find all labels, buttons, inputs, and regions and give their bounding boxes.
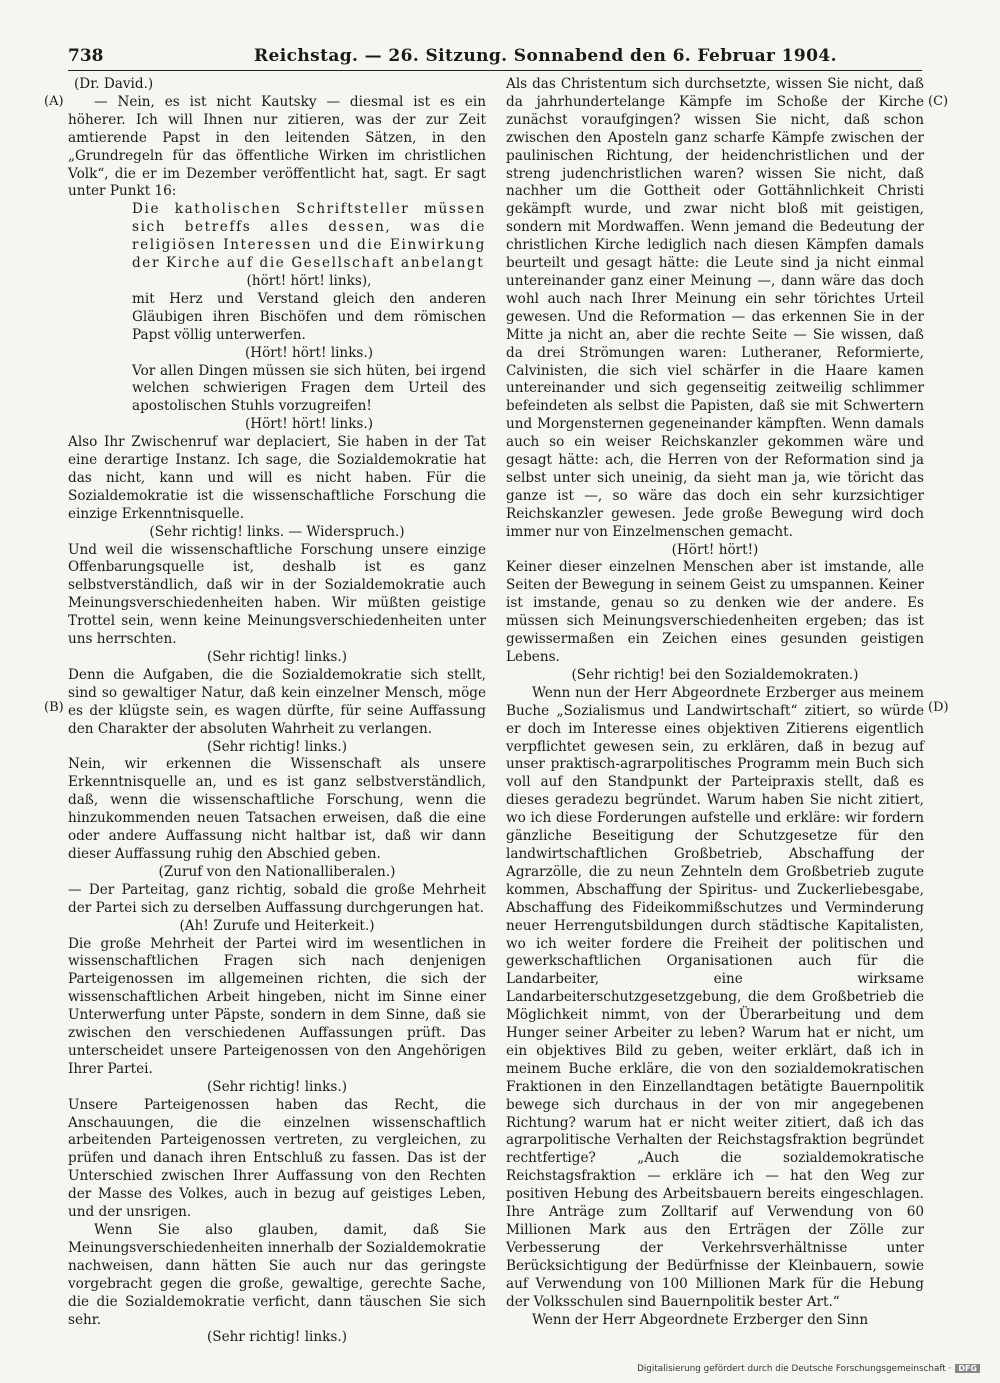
reaction: (Sehr richtig! links.): [206, 649, 348, 665]
reaction: (Sehr richtig! links. — Widerspruch.): [149, 523, 405, 540]
reaction: (Hört! hört! links.): [244, 416, 374, 433]
header-rule: [68, 70, 922, 71]
paragraph: Wenn der Herr Abgeordnete Erzberger den Sinn: [532, 1311, 869, 1328]
page-number: 738: [68, 46, 104, 66]
paragraph: Wenn Sie also glauben, damit, daß Sie Meinungsverschiedenheiten innerhalb der Sozialdemokratie nachweisen, dann hätten Sie auch nur das geringste vorgebracht gegen die große, gewaltige, gerechte Sache, die die Sozialdemokratie verficht, dann täuschen Sie sich sehr.: [68, 1222, 486, 1328]
paragraph: Die große Mehrheit der Partei wird im wesentlichen in wissenschaftlichen Fragen sich nach denjenigen Parteigenossen im allgemeinen richten, die sich der wissenschaftlichen Arbeit hingeben, nicht im Sinne einer Unterwerfung unter Päpste, sondern in dem Sinne, daß sie zwischen den verschiedenen Auffassungen prüft. Das unterscheidet unsere Parteigenossen von den Angehörigen Ihrer Partei.: [68, 935, 486, 1077]
footer-text: Digitalisierung gefördert durch die Deutsche Forschungsgemeinschaft ·: [637, 1364, 952, 1374]
paragraph: Also Ihr Zwischenruf war deplaciert, Sie haben in der Tat eine derartige Instanz. Ich sage, die Sozialdemokratie hat das nicht, kann und will es nicht haben. Für die Sozialdemokratie ist die wissenschaftliche Forschung die einzige Erkenntnisquelle.: [68, 434, 486, 522]
paragraph: Denn die Aufgaben, die die Sozialdemokratie sich stellt, sind so gewaltiger Natur, daß kein einzelner Mensch, möge es der klügste sein, es wagen dürfte, für seine Auffassung den Charakter der absoluten Wahrheit zu verlangen.: [68, 666, 486, 737]
speaker-label: (Dr. David.): [74, 76, 154, 92]
left-column: [68, 76, 486, 1347]
quotation: Die katholischen Schriftsteller müssen sich betreffs alles dessen, was die religiösen Interessen und die Einwirkung der Kirche auf die Gesellschaft anbelangt: [132, 201, 486, 272]
margin-mark-b: (B): [44, 700, 64, 715]
reaction: (Ah! Zurufe und Heiterkeit.): [179, 917, 375, 934]
paragraph: — Der Parteitag, ganz richtig, sobald die große Mehrheit der Partei sich zu derselben Auffassung durchgerungen hat.: [68, 881, 486, 916]
running-head: Reichstag. — 26. Sitzung. Sonnabend den 6. Februar 1904.: [254, 46, 837, 66]
paragraph: Keiner dieser einzelnen Menschen aber ist imstande, alle Seiten der Bewegung in seinem Geist zu umspannen. Keiner ist imstande, genau so zu denken wie der andere. Es müssen sich Meinungsverschiedenheiten ergeben; das ist gewissermaßen ein Zeichen eines gesunden geistigen Lebens.: [506, 559, 924, 665]
paragraph: Unsere Parteigenossen haben das Recht, die Anschauungen, die die einzelnen wissenschaftlich arbeitenden Parteigenossen vertreten, zu vergleichen, zu prüfen und danach ihren Entschluß zu fassen. Das ist der Unterschied zwischen Ihrer Auffassung von den Rechten der Masse des Volkes, auch in bezug auf geistiges Leben, und der unsrigen.: [68, 1096, 486, 1221]
margin-mark-d: (D): [928, 700, 949, 715]
dfg-logo: DFG: [955, 1364, 980, 1373]
paragraph: Nein, wir erkennen die Wissenschaft als unsere Erkenntnisquelle an, und es ist ganz selbstverständlich, daß, wenn die wissenschaftliche Forschung, wenn die hinzukommenden neuen Tatsachen erweisen, daß die eine oder andere Auffassung nicht haltbar ist, daß wir dann dieser Auffassung ruhig den Abschied geben.: [68, 756, 486, 862]
right-column: [506, 76, 924, 1329]
reaction: (hört! hört! links),: [246, 272, 372, 289]
reaction: (Zuruf von den Nationalliberalen.): [158, 863, 396, 880]
quotation: mit Herz und Verstand gleich den anderen Gläubigen ihren Bischöfen und dem römischen Papst völlig unterwerfen.: [132, 290, 486, 343]
reaction: (Hört! hört! links.): [244, 344, 374, 361]
paragraph: Als das Christentum sich durchsetzte, wissen Sie nicht, daß da jahrhundertelange Kämpfe im Schoße der Kirche zunächst voraufgingen? wissen Sie nicht, daß schon zwischen den Aposteln ganz scharfe Kämpfe zwischen der paulinischen Richtung, der heidenchristlichen und der streng judenchristlichen waren? wissen Sie nicht, daß nachher um die Gottheit oder Gottähnlichkeit Christi gekämpft wurde, und zwar nicht bloß mit geistigen, sondern mit Mordwaffen. Wenn jemand die Bedeutung der christlichen Kirche lediglich nach diesen Kämpfen damals beurteilt und gesagt hätte: die Leute sind ja nicht einmal untereinander ganz einer Meinung —, dann wäre das doch wohl auch nach Ihrer Meinung ein sehr törichtes Urteil gewesen. Und die Reformation — das erkennen Sie in der Mitte ja nicht an, aber die rechte Seite — Sie wissen, daß da drei Strömungen waren: Lutheraner, Reformierte, Calvinisten, die sich viel schärfer in die Haare kamen untereinander und sich gegenseitig zeitweilig schlimmer befeindeten als selbst die Papisten, daß sie mit Schwertern und Morgensternen gegeneinander kämpften. Wenn damals auch so ein weiser Reichskanzler gekommen wäre und gesagt hätte: ach, die Herren von der Reformation sind ja selbst unter sich uneinig, da sieht man ja, wie töricht das ganze ist —, so wäre das doch ein sehr kurzsichtiger Reichskanzler gewesen. Jede große Bewegung wird doch immer nur von Einzelmenschen gemacht.: [506, 76, 924, 540]
footer-credit: [580, 1364, 980, 1374]
reaction: (Sehr richtig! links.): [206, 1078, 348, 1095]
paragraph: — Nein, es ist nicht Kautsky — diesmal ist es ein höherer. Ich will Ihnen nur zitieren, was der zur Zeit amtierende Papst in den leitenden Sätzen, in den „Grundregeln für das öffentliche Wirken im christlichen Volk“, die er im Dezember veröffentlicht hat, sagt. Er sagt unter Punkt 16:: [68, 93, 486, 200]
reaction: (Sehr richtig! links.): [206, 1329, 348, 1346]
reaction: (Hört! hört!): [671, 541, 759, 558]
paragraph: Und weil die wissenschaftliche Forschung unsere einzige Offenbarungsquelle ist, deshalb ist es ganz selbstverständlich, daß wir in der Sozialdemokratie auch Meinungsverschiedenheiten haben. Wir müßten geistige Trottel sein, wenn keine Meinungsverschiedenheiten unter uns herrschten.: [68, 541, 486, 648]
quotation: Vor allen Dingen müssen sie sich hüten, bei irgend welchen schwierigen Fragen dem Urteil des apostolischen Stuhls vorzugreifen!: [132, 362, 486, 415]
margin-mark-c: (C): [928, 94, 949, 109]
reaction: (Sehr richtig! bei den Sozialdemokraten.): [571, 666, 859, 683]
paragraph: Wenn nun der Herr Abgeordnete Erzberger aus meinem Buche „Sozialismus und Landwirtschaft“ zitiert, so würde er doch im Interesse eines objektiven Zitierens eigentlich verpflichtet gewesen sein, zu erklären, daß in bezug auf unser praktisch-agrarpolitisches Programm mein Buch sich voll auf den Standpunkt der Parteipraxis stellt, daß es dieses geradezu begründet. Warum haben Sie nicht zitiert, wo ich diese Forderungen aufstelle und erkläre: wir fordern gänzliche Beseitigung der Schutzgesetze für den landwirtschaftlichen Großbetrieb, Abschaffung der Agrarzölle, die zu neun Zehnteln dem Großbetrieb zugute kommen, Abschaffung der Spiritus- und Zuckerliebesgabe, Abschaffung des Fideikommißschutzes und Verminderung neuer Herrengutsbildungen durch städtische Kapitalisten, wo ich weiter fordere die Freiheit der politischen und gewerkschaftlichen Organisationen auch für die Landarbeiter, eine wirksame Landarbeiterschutzgesetzgebung, die dem Großbetrieb die Möglichkeit nimmt, von der Überarbeitung und dem Hunger seiner Arbeiter zu leben? Warum hat er nicht, um ein objektives Bild zu geben, weiter erklärt, daß ich in meinem Buche erkläre, die von den sozialdemokratischen Fraktionen in den Einzellandtagen betätigte Bauernpolitik bewege sich durchaus in der von mir angegebenen Richtung? warum hat er nicht weiter zitiert, daß ich das agrarpolitische Verhalten der Reichstagsfraktion begründet rechtfertige? „Auch die sozialdemokratische Reichstagsfraktion — erkläre ich — hat den Weg zur positiven Hebung des Arbeitsbauern bereits eingeschlagen. Ihre Anträge zum Zolltarif auf Verwendung von 60 Millionen Mark aus den Erträgen der Zölle zur Verbesserung der Verkehrsverhältnisse unter Berücksichtigung der Bedürfnisse der Kleinbauern, sowie auf Verwendung von 100 Millionen Mark für die Hebung der Volksschulen sind Bauernpolitik bester Art.“: [506, 684, 924, 1310]
page-header: [68, 46, 928, 68]
reaction: (Sehr richtig! links.): [206, 738, 348, 755]
margin-mark-a: (A): [44, 94, 64, 109]
